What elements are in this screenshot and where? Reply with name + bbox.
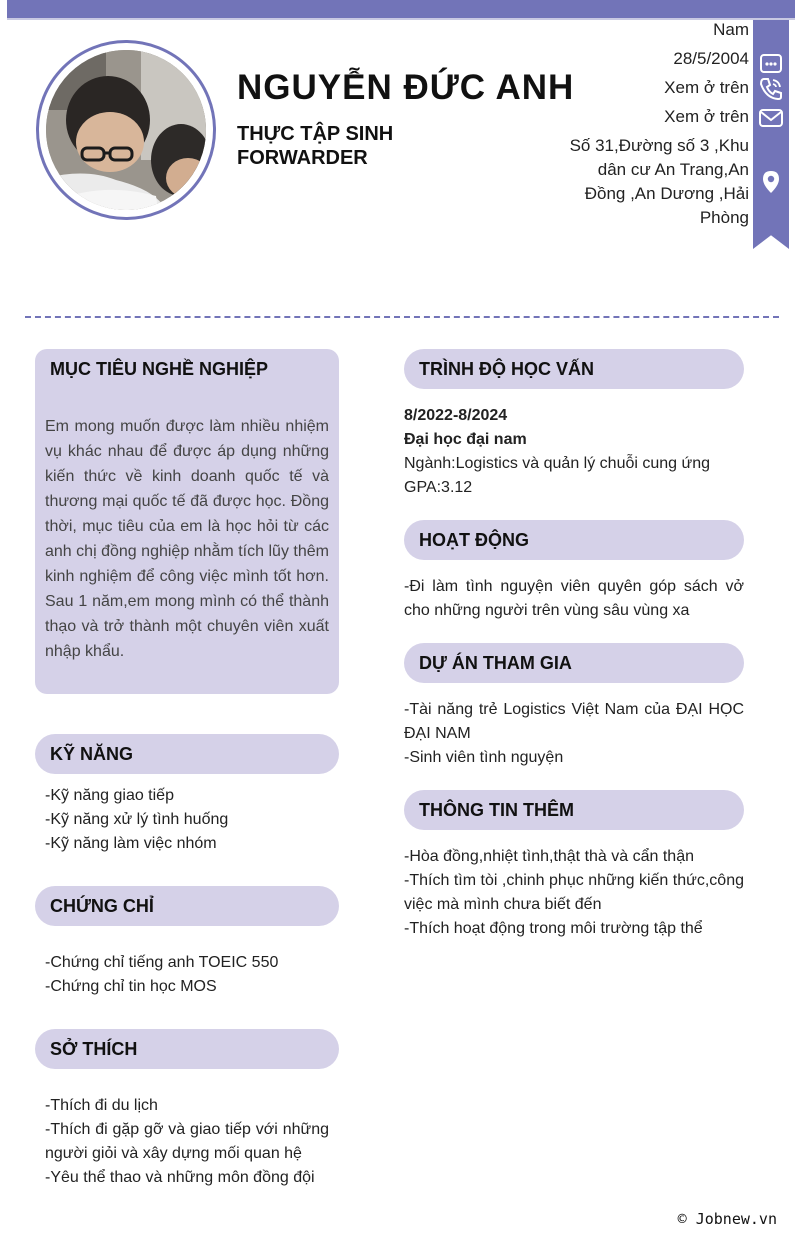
list-item: -Thích đi gặp gỡ và giao tiếp với những người giỏi và xây dựng mối quan hệ xyxy=(45,1121,329,1162)
list-item: -Tài năng trẻ Logistics Việt Nam của ĐẠI HỌC ĐẠI NAM xyxy=(404,701,744,742)
contact-icon-ribbon xyxy=(753,20,789,249)
extra-info-list xyxy=(404,845,744,941)
candidate-name: NGUYỄN ĐỨC ANH xyxy=(237,68,575,107)
skills-list xyxy=(45,784,329,856)
calendar-icon xyxy=(757,50,785,78)
list-item: -Kỹ năng giao tiếp xyxy=(45,787,174,804)
education-title: TRÌNH ĐỘ HỌC VẤN xyxy=(404,349,744,389)
avatar xyxy=(46,50,206,210)
certificates-list xyxy=(45,951,329,999)
list-item: -Yêu thể thao và những môn đồng đội xyxy=(45,1169,315,1186)
address-value: Số 31,Đường số 3 ,Khu dân cư An Trang,An Đồng ,An Dương ,Hải Phòng xyxy=(569,136,749,227)
projects-title: DỰ ÁN THAM GIA xyxy=(404,643,744,683)
hobbies-title: SỞ THÍCH xyxy=(35,1029,339,1069)
list-item: -Chứng chỉ tiếng anh TOEIC 550 xyxy=(45,954,279,971)
list-item: -Thích tìm tòi ,chinh phục những kiến thức,công việc mà mình chưa biết đến xyxy=(404,872,744,913)
career-goal-title: MỤC TIÊU NGHỀ NGHIỆP xyxy=(50,359,269,379)
list-item: -Thích hoạt động trong môi trường tập thể xyxy=(404,920,703,937)
education-period: 8/2022-8/2024 xyxy=(404,407,508,424)
list-item: -Sinh viên tình nguyện xyxy=(404,749,564,766)
avatar-frame xyxy=(36,40,216,220)
phone-icon xyxy=(757,75,785,103)
location-pin-icon xyxy=(757,168,785,196)
education-school: Đại học đại nam xyxy=(404,431,527,448)
top-accent-shadow xyxy=(7,18,795,20)
top-accent-bar xyxy=(7,0,795,18)
list-item: -Hòa đồng,nhiệt tình,thật thà và cẩn thận xyxy=(404,848,694,865)
education-details xyxy=(404,404,744,500)
projects-list xyxy=(404,698,744,770)
mail-icon xyxy=(757,104,785,132)
email-value: Xem ở trên xyxy=(664,107,749,126)
phone-value: Xem ở trên xyxy=(664,78,749,97)
education-major: Ngành:Logistics và quản lý chuỗi cung ứng xyxy=(404,455,711,472)
career-goal-section xyxy=(35,349,339,694)
list-item: -Chứng chỉ tin học MOS xyxy=(45,978,217,995)
job-title: THỰC TẬP SINH FORWARDER xyxy=(237,123,394,169)
avatar-photo xyxy=(46,50,206,210)
certificates-title: CHỨNG CHỈ xyxy=(35,886,339,926)
activities-list xyxy=(404,575,744,623)
list-item: -Kỹ năng làm việc nhóm xyxy=(45,835,217,852)
birthdate-value: 28/5/2004 xyxy=(673,49,749,68)
hobbies-list xyxy=(45,1094,329,1190)
skills-title: KỸ NĂNG xyxy=(35,734,339,774)
list-item: -Thích đi du lịch xyxy=(45,1097,158,1114)
education-gpa: GPA:3.12 xyxy=(404,479,473,496)
header-divider xyxy=(25,316,779,318)
footer-credit: © Jobnew.vn xyxy=(677,1210,777,1228)
list-item: -Kỹ năng xử lý tình huống xyxy=(45,811,229,828)
career-goal-text: Em mong muốn được làm nhiều nhiệm vụ khác nhau để được áp dụng những kiến thức về kinh doanh quốc tế và thương mại quốc tế đã được học. Đồng thời, mục tiêu của em là học hỏi từ các anh chị đồng nghiệp nhằm tích lũy thêm kinh nghiệm để công việc mình tốt hơn. Sau 1 năm,em mong mình có thể thành thạo và trở thành một chuyên viên xuất nhập khẩu. xyxy=(45,418,329,660)
list-item: -Đi làm tình nguyện viên quyên góp sách vở cho những người trên vùng sâu vùng xa xyxy=(404,578,744,619)
activities-title: HOẠT ĐỘNG xyxy=(404,520,744,560)
extra-info-title: THÔNG TIN THÊM xyxy=(404,790,744,830)
gender-value: Nam xyxy=(713,20,749,39)
